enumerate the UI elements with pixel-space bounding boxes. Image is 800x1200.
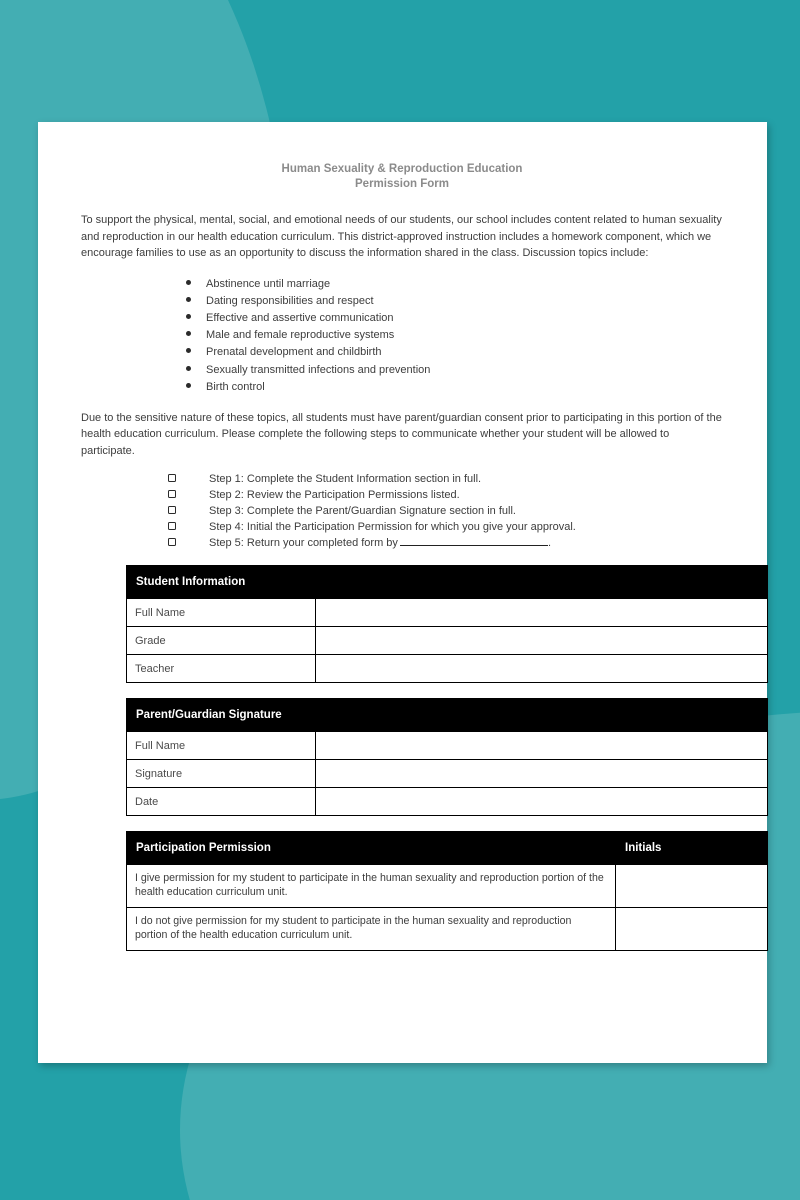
table-row (127, 654, 767, 682)
list-item (81, 472, 723, 488)
signature-blank-cell (316, 760, 767, 787)
row-label-full-name: Full Name (127, 732, 316, 759)
permission-form-page (38, 122, 767, 1063)
document-title-line2: Permission Form (355, 178, 449, 190)
bullet-icon (186, 331, 191, 336)
topic-label: Prenatal development and childbirth (206, 346, 382, 359)
row-label-signature: Signature (127, 760, 316, 787)
topic-label: Effective and assertive communication (206, 311, 394, 324)
list-item (81, 379, 723, 396)
table-row (127, 626, 767, 654)
parent-guardian-signature-header: Parent/Guardian Signature (127, 699, 767, 731)
step-label: Step 2: Review the Participation Permissions listed. (209, 489, 460, 502)
list-item (81, 362, 723, 379)
student-information-header: Student Information (127, 566, 767, 598)
step-label: Step 4: Initial the Participation Permission for which you give your approval. (209, 520, 576, 533)
teacher-blank-cell (316, 655, 767, 682)
full-name-blank-cell (316, 599, 767, 626)
step-suffix: . (547, 536, 551, 549)
grade-blank-cell (316, 627, 767, 654)
row-label-date: Date (127, 788, 316, 815)
table-row (127, 598, 767, 626)
give-permission-initials-blank-cell (616, 865, 767, 907)
return-date-blank-line (400, 536, 548, 546)
list-item (81, 504, 723, 520)
steps-list (81, 472, 723, 551)
participation-permission-header-row (127, 832, 767, 864)
list-item (81, 293, 723, 310)
initials-header: Initials (625, 842, 662, 855)
step-label: Step 5: Return your completed form by (209, 536, 398, 549)
checkbox-icon (168, 522, 176, 530)
guardian-full-name-blank-cell (316, 732, 767, 759)
bullet-icon (186, 366, 191, 371)
document-title-line1: Human Sexuality & Reproduction Education (281, 163, 523, 175)
step-label: Step 3: Complete the Parent/Guardian Signature section in full. (209, 505, 516, 518)
bullet-icon (186, 297, 191, 302)
date-blank-cell (316, 788, 767, 815)
topic-label: Male and female reproductive systems (206, 329, 395, 342)
list-item (81, 488, 723, 504)
topic-label: Sexually transmitted infections and prevention (206, 363, 431, 376)
list-item (81, 310, 723, 327)
topic-label: Dating responsibilities and respect (206, 294, 374, 307)
row-label-teacher: Teacher (127, 655, 316, 682)
table-row (127, 759, 767, 787)
checkbox-icon (168, 538, 176, 546)
bullet-icon (186, 314, 191, 319)
participation-permission-table (126, 831, 768, 951)
table-row (127, 731, 767, 759)
document-title (81, 162, 723, 192)
consent-paragraph: Due to the sensitive nature of these topics, all students must have parent/guardian consent prior to participating in this portion of the health education curriculum. Please complete the following steps to communicate whether your student will be allowed to participate. (81, 411, 722, 457)
bullet-icon (186, 348, 191, 353)
discussion-topics-list (81, 276, 723, 396)
bullet-icon (186, 383, 191, 388)
table-row (127, 864, 767, 907)
checkbox-icon (168, 474, 176, 482)
do-not-give-permission-statement: I do not give permission for my student to participate in the human sexuality and reproduction portion of the health education curriculum unit. (127, 908, 616, 950)
row-label-grade: Grade (127, 627, 316, 654)
participation-permission-header: Participation Permission (136, 842, 271, 855)
checkbox-icon (168, 490, 176, 498)
do-not-give-permission-initials-blank-cell (616, 908, 767, 950)
list-item (81, 276, 723, 293)
table-row (127, 787, 767, 815)
bullet-icon (186, 280, 191, 285)
step-label: Step 1: Complete the Student Information section in full. (209, 473, 482, 486)
list-item (81, 327, 723, 344)
table-row (127, 907, 767, 950)
student-information-table (126, 565, 768, 683)
list-item (81, 536, 723, 552)
checkbox-icon (168, 506, 176, 514)
row-label-full-name: Full Name (127, 599, 316, 626)
parent-guardian-signature-table (126, 698, 768, 816)
topic-label: Abstinence until marriage (206, 277, 331, 290)
topic-label: Birth control (206, 380, 265, 393)
list-item (81, 520, 723, 536)
give-permission-statement: I give permission for my student to participate in the human sexuality and reproduction portion of the health education curriculum unit. (127, 865, 616, 907)
intro-paragraph: To support the physical, mental, social, and emotional needs of our students, our school includes content related to human sexuality and reproduction in our health education curriculum. This district-approved instruction includes a homework component, which we encourage families to use as an opportunity to discuss the information shared in the class. Discussion topics include: (81, 214, 722, 259)
list-item (81, 344, 723, 361)
